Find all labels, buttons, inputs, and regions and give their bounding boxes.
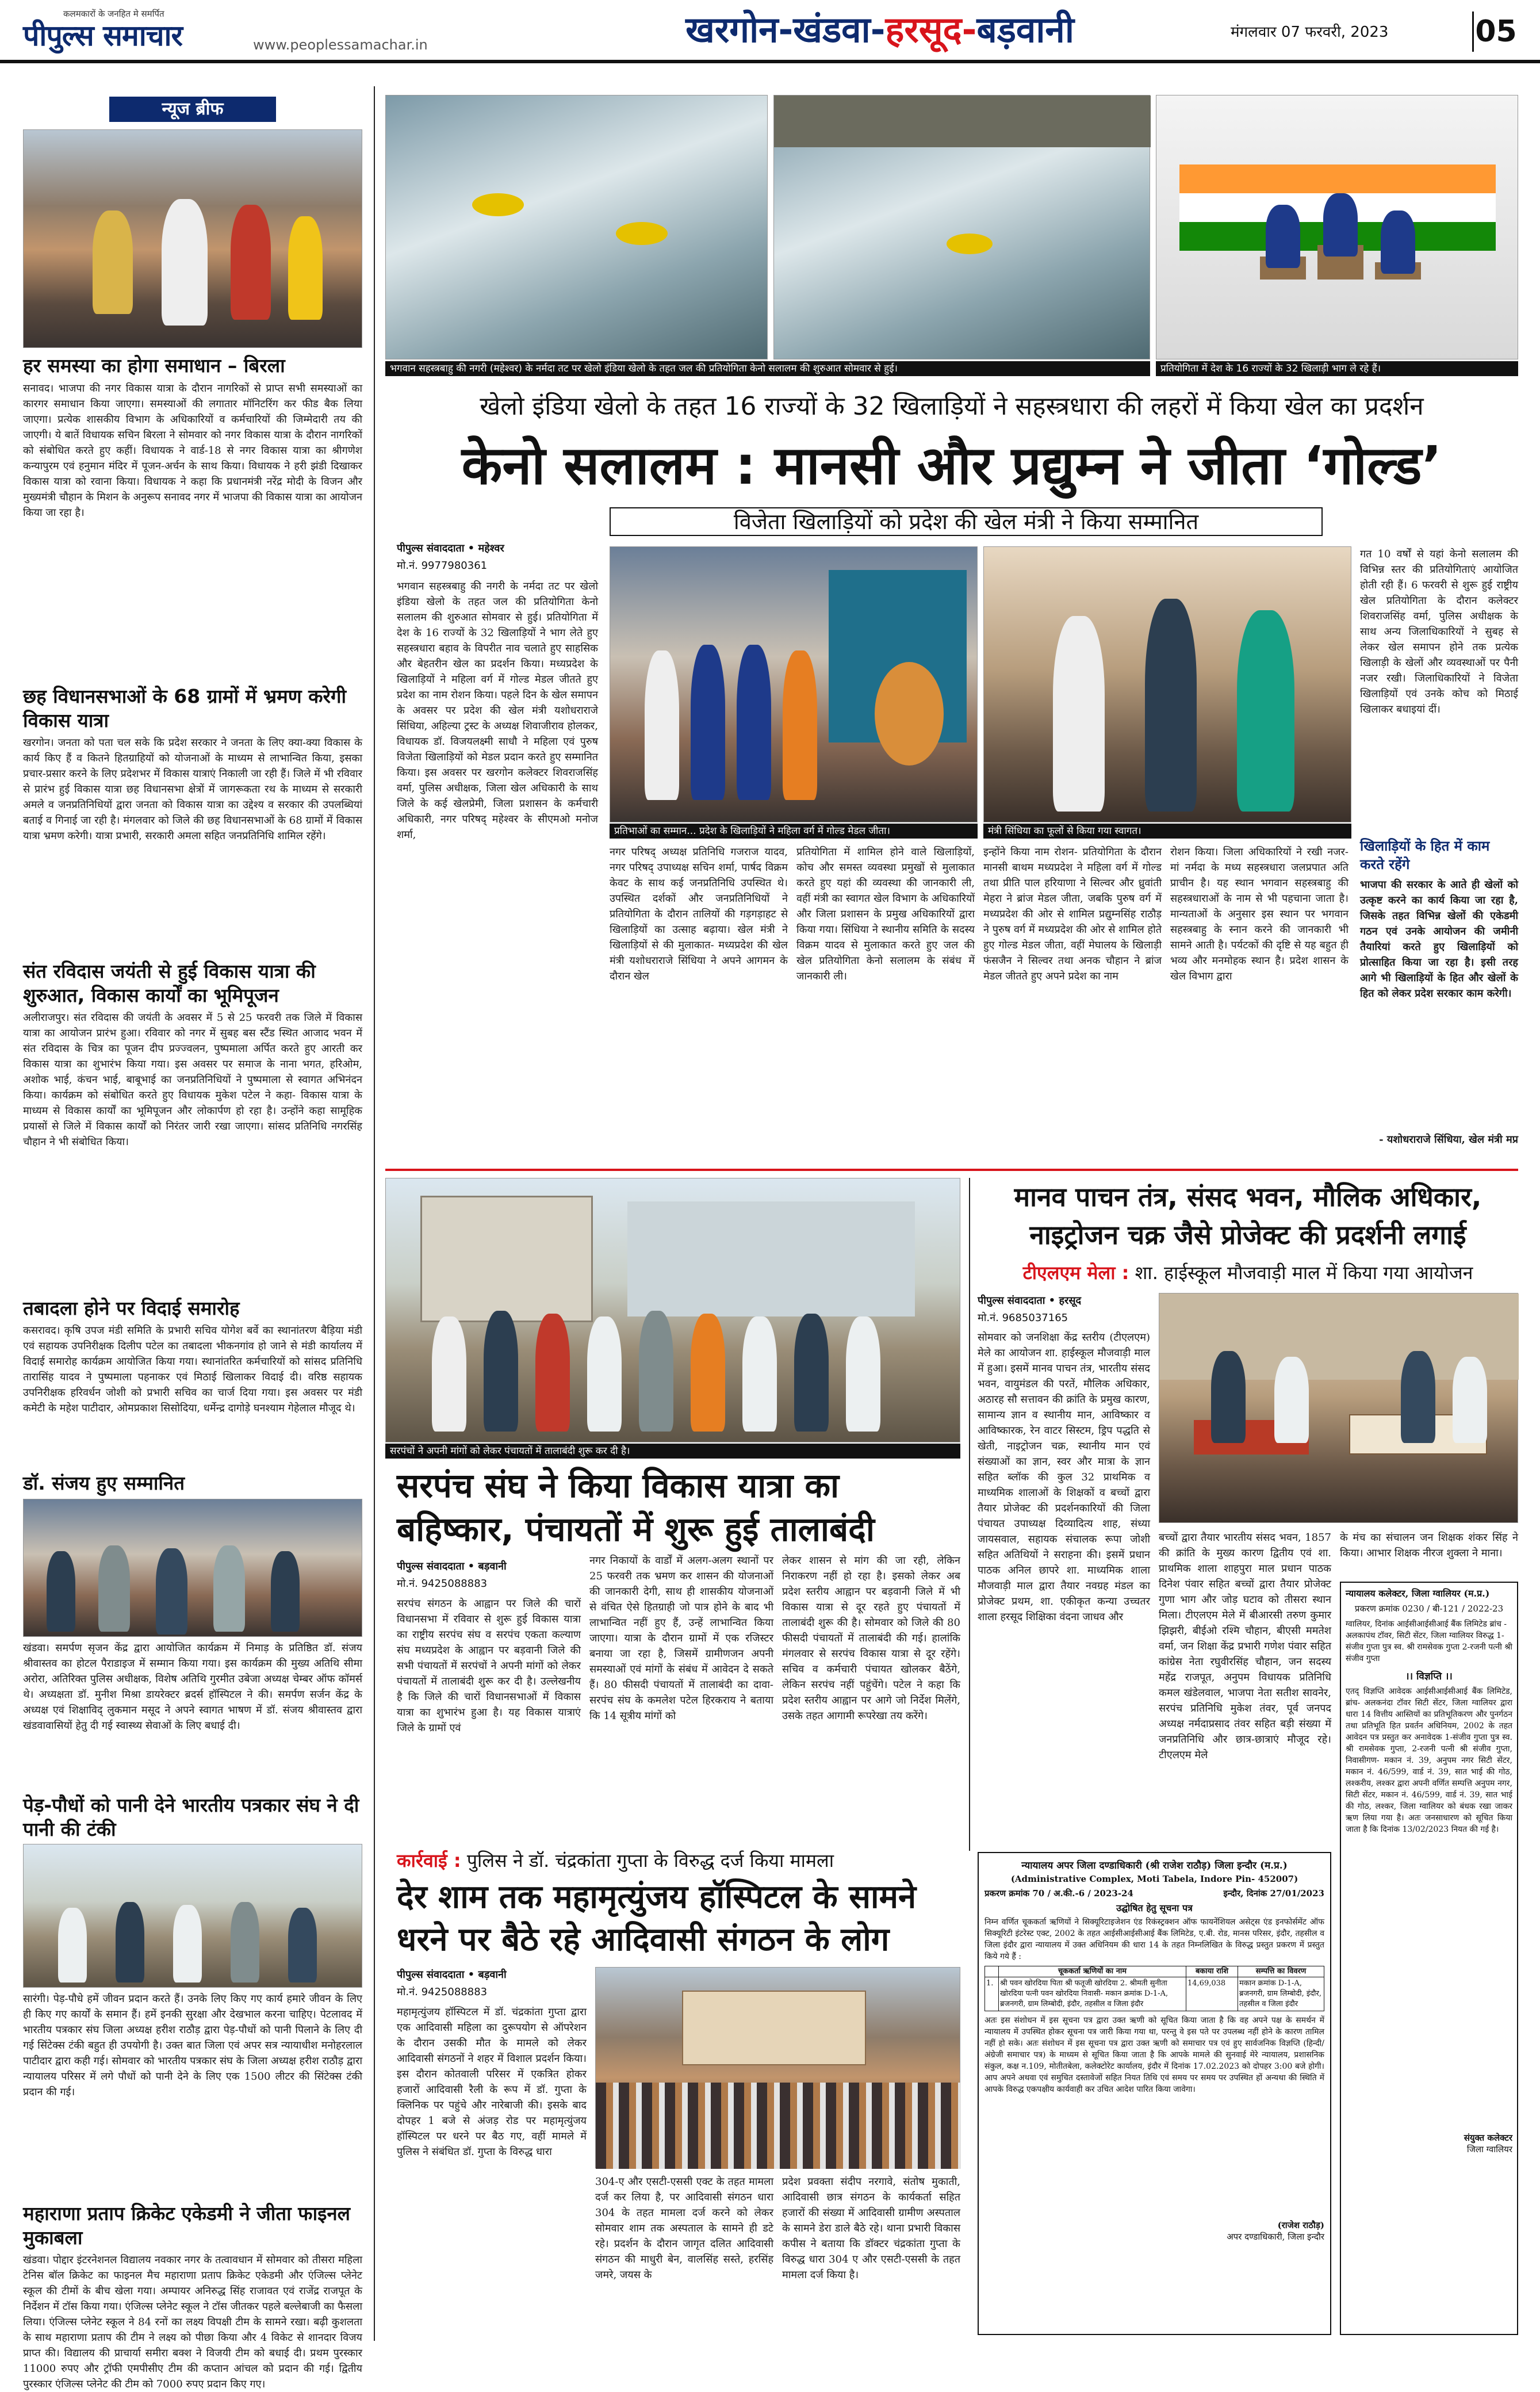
notice-1-table [984, 1966, 1324, 2011]
page-number: 05 [1472, 12, 1518, 52]
exhibition-kicker-bar [978, 1260, 1518, 1286]
notice-1-body: अतः इस संशोधन में इस सूचना पत्र द्वारा उक्त ऋणी को सूचित किया जाता है कि वह अपने पक्ष के समर्थन में न्यायालय में उपस्थित होकर सूचना पत्र जारी किया गया था, परन्तु वे इस पते पर उपलब्ध नहीं होने के कारण तामिल नहीं हो सके। अतः संशोधन में इस सूचना पत्र द्वारा उक्त ऋणी को समाचार पत्र एवं हुए सार्वजनिक विज्ञप्ति (हिन्दी/ अंग्रेजी समाचार पत्र) के माध्यम से सूचित किया जाता है कि आपके मामले की सुनवाई मेरे न्यायालय, प्रशासनिक संकुल, कक्ष न.109, मोतीतबेला, कलेक्टोरेट कार्यालय, इंदौर में दिनांक 17.02.2023 को दोपहर 3:00 बजे होगी। आप अपने अथवा एवं समुचित दस्तावेजों सहित नियत तिथि एवं समय पर समय पर उपस्थित हों अन्यथा की स्थिति में आपके विरुद्ध एकपक्षीय कार्यवाही कर उचित आदेश पारित किया जावेगा। [984, 2016, 1324, 2094]
brief-6-title: पेड़-पौधों को पानी देने भारतीय पत्रकार संघ ने दी पानी की टंकी [23, 1794, 359, 1840]
brief-5-title: डॉ. संजय हुए सम्मानित [23, 1472, 185, 1494]
exhibition-col-1: सोमवार को जनशिक्षा केंद्र स्तरीय (टीएलएम) मेले का आयोजन शा. हाईस्कूल मौजवाड़ी माल में हुआ। इसमें मानव पाचन तंत्र, भारतीय संसद भवन, वायुमंडल की परतें, मौलिक अधिकार, अठारह सौ सत्तावन की क्रांति के प्रमुख कारण, सामान्य ज्ञान व स्थानीय मान, आविष्कार व आविष्कारक, रेन वाटर सिस्टम, ड्रिप पद्धति से खेती, नाइट्रोजन चक्र, स्थानीय मान एवं संख्याओं का ज्ञान, स्वर और मात्रा के ज्ञान सहित ब्लॉक की कुल 32 प्राथमिक व माध्यमिक शालाओं के शिक्षकों व बच्चों द्वारा तैयार प्रोजेक्ट की प्रदर्शनकारियों की जिला पंचायत उपाध्यक्ष दिव्यादित्य शाह, संध्या जायसवाल, सहायक संचालक रूपा जोशी सहित अतिथियों ने सराहना की। इसमें प्रधान पाठक अनिल छापरे शा. माध्यमिक शाला मौजवाड़ी माल द्वारा तैयार नवग्रह मंडल का प्रोजेक्ट प्रथम, शा. एकीकृत कन्या उच्चतर शाला हरसूद शिक्षिका वंदना जाधव और [978, 1331, 1150, 1623]
brief-4-body: कसरावद। कृषि उपज मंडी समिति के प्रभारी सचिव योगेश बर्वे का स्थानांतरण बैड़िया मंडी एवं सहायक उपनिरीक्षक दिलीप पटेल का तबादला भीकनगांव हो जाने से मंडी कार्यालय में विदाई समारोह कार्यक्रम आयोजित किया गया। स्थानांतरित कर्मचारियों को सांसद प्रतिनिधि तारासिंह यादव ने पुष्पमाला पहनाकर एवं मिठाई खिलाकर विदाई दी। वरिष्ठ सहायक उपनिरीक्षक हरिवर्धन जोशी को प्रभारी सचिव का चार्ज दिया गया। इस अवसर पर मंडी कमेटी के महेश पाटीदार, ओमप्रकाश सिसोदिया, धर्मेन्द्र दागोड़े घनश्याम गेहेलाल मौजूद थे। [23, 1325, 362, 1414]
lead-col-1: भगवान सहस्त्रबाहु की नगरी के नर्मदा तट पर खेलो इंडिया खेलो के तहत जल की प्रतियोगिता केनो सलालम की शुरुआत सोमवार से हुई। प्रतियोगिता में देश के 16 राज्यों के 32 खिलाड़ियों ने भाग लेते हुए सहस्त्रधारा बहाव के विपरीत नाव चलाते हुए साहसिक और बेहतरीन खेल का प्रदर्शन किया। मध्यप्रदेश के खिलाड़ियों ने महिला वर्ग में गोल्ड मेडल जीतते हुए प्रदेश का नाम रोशन किया। पहले दिन के खेल समापन के अवसर पर प्रदेश की खेल मंत्री यशोधराराजे सिंधिया, अहिल्या ट्रस्ट के अध्यक्ष शिवाजीराव होलकर, विधायक डॉ. विजयलक्ष्मी साधौ ने महिला एवं पुरुष विजेता खिलाड़ियों को मेडल प्रदान करते हुए सम्मानित किया। इस अवसर पर खरगोन कलेक्टर शिवराजसिंह वर्मा, पुलिस अधीक्षक, जिला खेल अधिकारी के साथ जिले के कई खेलप्रेमी, जिला प्रशासन के कर्मचारी अधिकारी, नगर परिषद् महेश्वर के सीएमओ मनोज शर्मा, [397, 580, 598, 841]
lead-photo-3 [1156, 95, 1518, 359]
notice-1-th-3: सम्पत्ति का विवरण [1238, 1966, 1324, 1977]
section-title-part3: बड़वानी [976, 9, 1074, 51]
sarpanch-byline: पीपुल्स संवाददाता • बड़वानी [397, 1560, 507, 1572]
sarpanch-headline: सरपंच संघ ने किया विकास यात्रा का बहिष्कार, पंचायतों में शुरू हुई तालाबंदी [397, 1466, 875, 1549]
notice-1-td-1: श्री पवन खोरदिया पिता श्री फतूजी खोरदिया 2. श्रीमती सुनीता खोरदिया पत्नी पवन खोरदिया निवासी- मकान क्रमांक D-1-A, ब्रजनगरी, ग्राम लिम्बोदी, इंदौर, तहसील व जिला इंदौर [999, 1977, 1186, 2011]
lead-col-6: गत 10 वर्षों से यहां केनो सलालम की विभिन्न स्तर की प्रतियोगिताएं आयोजित होती रही हैं। 6 फरवरी से शुरू हुई राष्ट्रीय खेल प्रतियोगिता के दौरान कलेक्टर शिवराजसिंह वर्मा, पुलिस अधीक्षक के साथ अन्य जिलाधिकारियों ने सुबह से लेकर खेल समापन होने तक प्रत्येक खिलाड़ी के खेलों और व्यवस्थाओं पर पैनी नजर रखी। जिलाधिकारियों ने विजेता खिलाड़ियों एवं उनके कोच को मिठाई खिलाकर बधाइयां दीं। [1360, 548, 1518, 715]
lead-col-5: रोशन किया। जिला अधिकारियों ने रखी नजर- मां नर्मदा के मध्य सहस्त्रधारा जलप्रपात अति प्राचीन है। यह स्थान भगवान सहस्त्रबाहु की सहस्त्रधाराओं के नाम से भी पहचाना जाता है। मान्यताओं के अनुसार इस स्थान पर भगवान सहस्त्रबाहु के स्नान करने की जानकारी भी सामने आती है। पर्यटकों की दृष्टि से यह बहुत ही भव्य और मनमोहक स्थान है। प्रदेश शासन के खेल विभाग द्वारा [1170, 846, 1349, 982]
lead-subhead: विजेता खिलाड़ियों को प्रदेश की खेल मंत्री ने किया सम्मानित [733, 509, 1199, 534]
sarpanch-photo-caption: सरपंचों ने अपनी मांगों को लेकर पंचायतों में तालाबंदी शुरू कर दी है। [385, 1444, 960, 1459]
hospital-headline: देर शाम तक महामृत्युंजय हॉस्पिटल के सामने धरने पर बैठे रहे आदिवासी संगठन के लोग [397, 1878, 917, 1958]
notice-1-date: इन्दौर, दिनांक 27/01/2023 [1223, 1888, 1324, 1899]
lead-quote-heading: खिलाड़ियों के हित में काम करते रहेंगे [1360, 838, 1490, 872]
notice-1-td-0: 1. [985, 1977, 999, 2011]
lead-photo-5 [983, 546, 1351, 822]
exhibition-headline: मानव पाचन तंत्र, संसद भवन, मौलिक अधिकार, नाइट्रोजन चक्र जैसे प्रोजेक्ट की प्रदर्शनी लगाई [1014, 1181, 1482, 1250]
hospital-col-1: महामृत्युंजय हॉस्पिटल में डॉ. चंद्रकांता गुप्ता द्वारा एक आदिवासी महिला का दुरूपयोग से ऑपरेशन के दौरान उसकी मौत के मामले को लेकर आदिवासी संगठनों ने शहर में विशाल प्रदर्शन किया। इस दौरान कोतवाली परिसर में एकत्रित होकर हजारों आदिवासी रैली के रूप में डॉ. गुप्ता के क्लिनिक पर पहुंचे और नारेबाजी की। इसके बाद दोपहर 1 बजे से अंजड़ रोड पर महामृत्युंजय हॉस्पिटल पर धरने पर बैठ गए, वहीं मामले में पुलिस ने संबंधित डॉ. गुप्ता के विरुद्ध धारा [397, 2006, 587, 2158]
lead-col-4: इन्होंने किया नाम रोशन- प्रतियोगिता के दौरान मानसी बाथम मध्यप्रदेश ने महिला वर्ग में गोल्ड तथा प्रीति पाल हरियाणा ने सिल्वर और ध्रुवांती मेहरा ने ब्रांज मेडल जीता, जबकि पुरुष वर्ग में मध्यप्रदेश की ओर से शामिल प्रद्युम्नसिंह राठौड़ ने पुरुष वर्ग में मध्यप्रदेश की ओर से शामिल होते हुए गोल्ड मेडल जीता, वहीं मेघालय के खिलाड़ी फंसजैन ने सिल्वर तथा अनक चौहान ने ब्रांज मेडल जीतते हुए अपने प्रदेश का नाम [983, 846, 1162, 982]
brief-4-title: तबादला होने पर विदाई समारोह [23, 1297, 240, 1319]
sarpanch-col-3: लेकर शासन से मांग की जा रही, लेकिन निराकरण नहीं हो रहा है। इसको लेकर अब प्रदेश स्तरीय आह्वान पर बड़वानी जिले में भी विकास यात्रा से दूर रहते हुए पंचायतों में तालाबंदी शुरू की है। सोमवार को जिले की 80 फीसदी पंचायतों में तालाबंदी की गई। हालांकि मंगलवार से सरपंच विकास यात्रा से दूर रहेंगे। सचिव व कर्मचारी पंचायत खोलकर बैठेंगे, लेकिन सरपंच नहीं पहुंचेंगे। पटेल ने कहा कि प्रदेश स्तरीय आह्वान पर आगे जो निर्देश मिलेंगे, उसके तहत आगामी रूपरेखा तय करेंगे। [782, 1555, 960, 1722]
notice-1-sign: (राजेश राठौड़) [1277, 2220, 1324, 2230]
exhibition-byline: पीपुल्स संवाददाता • हरसूद [978, 1295, 1082, 1307]
lead-headline: केनो सलालम : मानसी और प्रद्युम्न ने जीता ‘गोल्ड’ [461, 435, 1442, 496]
notice-1-intro: निम्न वर्णित चूककर्ता ऋणियों ने सिक्यूरिटाइजेशन एंड रिकंस्ट्रक्शन ऑफ फायनेंशियल असेट्स एंड इनफोर्समेंट ऑफ सिक्यूरिटी इंटरेस्ट एक्ट, 2002 के तहत आईसीआईसीआई बैंक लिमिटेड, ए.बी. रोड, मानस परिसर, इंदौर, तहसील व जिला इंदौर द्वारा न्यायालय में उक्त अधिनियम की धारा 14 के तहत निम्नलिखित के विरुद्ध प्रस्तुत प्रकरण में प्रस्तुत किये गये हैं : [984, 1918, 1324, 1961]
brief-2-title: छह विधानसभाओं के 68 ग्रामों में भ्रमण करेगी विकास यात्रा [23, 685, 347, 732]
notice-2-parties: ग्वालियर, दिनांक आईसीआईसीआई बैंक लिमिटेड ब्रांच - अलकापंथ टॉवर, सिटी सेंटर, जिला ग्वालियर विरुद्ध 1-संजीव गुप्ता पुत्र स्व. श्री रामसेवक गुप्ता 2-रजनी पत्नी श्री संजीव गुप्ता [1346, 1620, 1512, 1663]
section-title-part1: खरगोन-खंडवा- [685, 9, 886, 51]
logo-tagline: कलमकारों के जनहित मे समर्पित [63, 9, 164, 19]
notice-1-sign-title: अपर दण्डाधिकारी, जिला इन्दौर [1227, 2232, 1324, 2242]
notice-1-th-1: चूककर्ता ऋणियों का नाम [999, 1966, 1186, 1977]
hospital-photo [595, 1967, 960, 2168]
notice-1-th-2: बकाया राशि [1186, 1966, 1238, 1977]
brief-3-body: अलीराजपुर। संत रविदास की जयंती के अवसर में 5 से 25 फरवरी तक जिले में विकास यात्रा का आयोजन प्रारंभ हुआ। रविवार को नगर में सुबह बस स्टैंड स्थित आजाद भवन में संत रविदास के चित्र का पूजन दीप प्रज्ज्वलन, पुष्पमाला अर्पित करते हुए आरती कर विकास यात्रा का शुभारंभ किया गया। इस अवसर पर समाज के नाना भगत, हरिओम, अशोक भाई, कंचन भाई, बाबूभाई का जनप्रतिनिधियों ने पुष्पमाला से स्वागत अभिनंदन किया। कार्यक्रम को संबोधित करते हुए विधायक मुकेश पटेल ने कहा- विकास यात्रा के माध्यम से विकास कार्यों का भूमिपूजन और लोकार्पण हो रहा है। उन्होंने कहा सामूहिक प्रयासों से जिले में विकास कार्यों को निरंतर जारी रखा जाएगा। सांसद प्रतिनिधि नगरसिंह चौहान ने भी संबोधित किया। [23, 1012, 362, 1148]
brief-7-title: महाराणा प्रताप क्रिकेट एकेडमी ने जीता फाइनल मुकाबला [23, 2202, 351, 2249]
lead-col-2: नगर परिषद् अध्यक्ष प्रतिनिधि गजराज यादव, नगर परिषद् उपाध्यक्ष सचिन शर्मा, पार्षद विक्रम केवट के साथ कई जनप्रतिनिधि उपस्थित थे। उपस्थित दर्शकों और जनप्रतिनिधियों ने प्रतियोगिता के दौरान तालियों की गड़गड़ाहट से खिलाड़ियों का उत्साह बढ़ाया। खेल मंत्री ने खिलाड़ियों से की मुलाकात- मध्यप्रदेश की खेल मंत्री यशोधराराजे सिंधिया ने अपने आगमन के दौरान खेल [610, 846, 788, 982]
brief-photo-2 [23, 1499, 362, 1637]
notice-2-body: एतद् विज्ञप्ति आवेदक आईसीआईसीआई बैंक लिमिटेड, ब्रांच- अलकनंदा टॉवर सिटी सेंटर, जिला ग्वालियर द्वारा धारा 14 वित्तीय आस्तियों का प्रतिभूतिकरण और पुनर्गठन तथा प्रतिभूति हित प्रवर्तन अधिनियम, 2002 के तहत आवेदन पत्र प्रस्तुत कर अनावेदक 1-संजीव गुप्ता पुत्र स्व. श्री रामसेवक गुप्ता, 2-रजनी पत्नी श्री संजीव गुप्ता, निवासीगण- मकान नं. 39, अनुपम नगर सिटी सेंटर, मकान नं. 46/599, वार्ड नं. 39, सात भाई की गोठ, लश्करीय, लश्कर द्वारा अपनी वर्णित सम्पत्ति अनुपम नगर, सिटी सेंटर, मकान नं. 46/599, वार्ड नं. 39, सात भाई की गोठ, लश्कर, जिला ग्वालियर को बंधक रखा जाकर ऋण लिया गया है। अतः जनसाधारण को सूचित किया जाता है कि दिनांक 13/02/2023 नियत की गई है। [1346, 1687, 1512, 1834]
notice-2-title: न्यायालय कलेक्टर, जिला ग्वालियर (म.प्र.) [1346, 1588, 1490, 1599]
hospital-col-3: प्रदेश प्रवक्ता संदीप नरगावे, संतोष मुकाती, आदिवासी छात्र संगठन के कार्यकर्ता सहित हजारों की संख्या में आदिवासी ग्रामीण अस्पताल के सामने डेरा डाले बैठे रहे। थाना प्रभारी विकास कपीस ने बताया कि डॉक्टर चंद्रकांता गुप्ता के विरुद्ध धारा 304 ए और एसटी-एससी के तहत मामला दर्ज किया है। [782, 2176, 960, 2281]
brief-5-body: खंडवा। समर्पण सृजन केंद्र द्वारा आयोजित कार्यक्रम में निमाड़ के प्रतिष्ठित डॉ. संजय श्रीवास्तव का होटल पैराडाइज में सम्मान किया गया। इस कार्यक्रम की मुख्य अतिथि सीमा अरोरा, अतिरिक्त पुलिस अधीक्षक, विशेष अतिथि गुरमीत उबेजा अध्यक्ष चेम्बर ऑफ कॉमर्स थे। अध्यक्षता डॉ. मुनीश मिश्रा डायरेक्टर ब्रदर्स हॉस्पिटल ने की। समर्पण सर्जन केंद्र के अध्यक्ष एवं शिक्षाविद् लुकमान मसूद ने अपने स्वागत भाषण में डॉ. संजय श्रीवास्तव द्वारा खंडवावासियों हेतु दी गई स्वास्थ्य सेवाओं के लिए बधाई दी। [23, 1642, 362, 1732]
logo-text: पीपुल्स समाचार [23, 19, 182, 52]
news-brief-label: न्यूज ब्रीफ [109, 97, 276, 122]
brief-3-title: संत रविदास जयंती से हुई विकास यात्रा की शुरुआत, विकास कार्यों का भूमिपूजन [23, 960, 316, 1006]
hospital-kicker-red: कार्रवाई : [397, 1850, 461, 1871]
notice-2-sign-title: जिला ग्वालियर [1466, 2144, 1512, 2154]
hospital-col-2: 304-ए और एसटी-एससी एक्ट के तहत मामला दर्ज कर लिया है, पर आदिवासी संगठन धारा 304 के तहत मामला दर्ज करने को लेकर सोमवार शाम तक अस्पताल के सामने ही डटे रहे। प्रदर्शन के दौरान जागृत दलित आदिवासी संगठन की माधुरी बेन, वालसिंह सस्ते, हरसिंह जमरे, जयस के [595, 2176, 773, 2281]
brief-1-title: हर समस्या का होगा समाधान – बिरला [23, 354, 285, 377]
brief-photo-3 [23, 1844, 362, 1988]
lead-quote-by: - यशोधराराजे सिंधिया, खेल मंत्री मप्र [1379, 1134, 1518, 1146]
hospital-kicker-bar [397, 1847, 960, 1874]
sarpanch-col-2: नगर निकायों के वार्डों में अलग-अलग स्थानों पर 25 फरवरी तक भ्रमण कर शासन की योजनाओं की जानकारी देगी, साथ ही शासकीय योजनाओं से वंचित ऐसे हितग्राही जो पात्र होने के बाद भी लाभान्वित नहीं हुए हैं, उन्हें लाभान्वित किया जाएगा। यात्रा के दौरान ग्रामों में एक रजिस्टर बनाया जा रहा है, जिसमें ग्रामीणजन अपनी समस्याओं एवं मांगों के संबंध में आवेदन दे सकते हैं। 80 फीसदी पंचायतों में तालाबंदी का दावा- सरपंच संघ के कमलेश पटेल हिरकराय ने बताया कि 14 सूत्रीय मांगों को [589, 1555, 773, 1722]
lead-photo-caption-3: प्रतिभाओं का सम्मान... प्रदेश के खिलाड़ियों ने महिला वर्ग में गोल्ड मेडल जीता। [610, 824, 978, 839]
exhibition-kicker: शा. हाईस्कूल मौजवाड़ी माल में किया गया आयोजन [1135, 1262, 1473, 1284]
exhibition-photo [1159, 1293, 1518, 1523]
sarpanch-photo [385, 1178, 960, 1442]
brief-6-body: सारंगी। पेड़-पौधे हमें जीवन प्रदान करते हैं। उनके लिए किए गए कार्य हमारे जीवन के लिए ही किए गए कार्यों के समान हैं। हमें इनकी सुरक्षा और देखभाल करना चाहिए। पेटलावद में भारतीय पत्रकार संघ जिला अध्यक्ष हरीश राठौड़ द्वारा पेड़-पौधों को पानी पिलाने के लिए दी गई सिंटेक्स टंकी बहुत ही उपयोगी है। उक्त बात जिला एवं अपर सत्र न्यायाधीश मनोहरलाल पाटीदार द्वारा कही गई। सोमवार को भारतीय पत्रकार संघ के जिला अध्यक्ष हरीश राठौड़ द्वारा न्यायालय परिसर में लगे पौधों को पानी देने के लिए एक 1500 लीटर की सिंटेक्स टंकी प्रदान की गई। [23, 1993, 362, 2098]
notice-1-th-0 [985, 1966, 999, 1977]
brief-7-body: खंडवा। पोद्दार इंटरनेशनल विद्यालय नवकार नगर के तत्वावधान में सोमवार को तीसरा महिला टेनिस बॉल क्रिकेट का फाइनल मैच महाराणा प्रताप क्रिकेट एकेडमी और एंजिल्स प्लेनेट स्कूल की टीमों के बीच खेला गया। अम्पायर अनिरुद्ध सिंह राजावत एवं राजेंद्र राजपूत के निर्देशन में टॉस किया गया। एंजिल्स प्लेनेट स्कूल ने टॉस जीतकर पहले बल्लेबाजी का फैसला लिया। एंजिल्स प्लेनेट स्कूल ने 84 रनों का लक्ष्य विपक्षी टीम के सामने रखा। बढ़ी कुशलता के साथ महाराणा प्रताप की टीम ने लक्ष्य को पीछा किया और 4 विकेट से शानदार विजय प्राप्त की। विद्यालय की प्राचार्या समीरा बक्श ने विजयी टीम को बधाई दी। प्रथम पुरस्कार 11000 रुपए और ट्रॉफी एमपीसीए टीम की कप्तान आंचल को प्रदान की गई। द्वितीय पुरस्कार एंजिल्स प्लेनेट की टीम को 7000 रुपए प्रदान किए गए। [23, 2254, 362, 2390]
issue-date: मंगलवार 07 फरवरी, 2023 [1231, 24, 1389, 41]
lead-photo-caption-1: भगवान सहस्त्रबाहु की नगरी (महेश्वर) के नर्मदा तट पर खेलो इंडिया खेलो के तहत जल की प्रतियोगिता केनो सलालम की शुरुआत सोमवार से हुई। [385, 361, 1150, 376]
section-divider-red [385, 1169, 1518, 1171]
website-link[interactable]: www.peoplessamachar.in [253, 37, 428, 53]
masthead [0, 0, 1540, 63]
hospital-byline: पीपुल्स संवाददाता • बड़वानी [397, 1969, 507, 1981]
brief-2-body: खरगोन। जनता को पता चल सके कि प्रदेश सरकार ने जनता के लिए क्या-क्या विकास के कार्य किए हैं व कितने हितग्राहियों को योजनाओं के माध्यम से लाभान्वित किया, इसका प्रचार-प्रसार करने के लिए प्रदेशभर में विकास यात्राएं निकाली जा रही हैं। जिले में भी रविवार से प्रारंभ हुई विकास यात्रा छह विधानसभा क्षेत्रों में जागरूकता रथ के माध्यम से सरकारी अमले व जनप्रतिनिधियों द्वारा जनता को विकास यात्रा का उद्देश्य व सरकार की उपलब्धियां बताई व गिनाई जा रही है। मंगलवार को जिले की छह विधानसभाओं के 68 ग्रामों में विकास यात्रा भ्रमण करेगी। यात्रा प्रभारी, सरकारी अमला सहित जनप्रतिनिधि शामिल रहेंगे। [23, 737, 362, 842]
notice-1-title: न्यायालय अपर जिला दण्डाधिकारी (श्री राजेश राठौड़) जिला इन्दौर (म.प्र.) [1021, 1860, 1288, 1871]
hospital-mobile: मो.नं. 9425088883 [397, 1986, 488, 1998]
exhibition-kicker-red: टीएलएम मेला : [1022, 1262, 1129, 1284]
sarpanch-col-1: सरपंच संगठन के आह्वान पर जिले की चारों विधानसभा में रविवार से शुरू हुई विकास यात्रा का राष्ट्रीय सरपंच संघ व सरपंच एकता कल्याण संघ मध्यप्रदेश के आह्वान पर बड़वानी जिले की सभी पंचायतों में सरपंचों ने अपनी मांगों को लेकर पंचायतों में तालाबंदी शुरू कर दी है। उल्लेखनीय है कि जिले की चारों विधानसभाओं में विकास यात्रा का शुभारंभ हुआ है। यह विकास यात्राएं जिले के ग्रामों एवं [397, 1598, 581, 1734]
lead-subhead-bar [610, 507, 1323, 536]
lead-mobile: मो.नं. 9977980361 [397, 560, 488, 572]
notice-1-subtitle: (Administrative Complex, Moti Tabela, Indore Pin- 452007) [1010, 1874, 1298, 1884]
notice-1-heading: उद्घोषित हेतु सूचना पत्र [1116, 1903, 1193, 1913]
lead-kicker: खेलो इंडिया खेलो के तहत 16 राज्यों के 32 खिलाड़ियों ने सहस्त्रधारा की लहरों में किया खेल का प्रदर्शन [480, 392, 1424, 421]
brief-1-body: सनावद। भाजपा की नगर विकास यात्रा के दौरान नागरिकों से प्राप्त सभी समस्याओं का कारगर समाधान किया जाएगा। समस्याओं की लगातार मॉनिटरिंग कर फीड बैक लिया जाएगा। प्रत्येक शासकीय विभाग के अधिकारियों व कर्मचारियों की जिम्मेदारी तय की जाएगी। ये बातें विधायक सचिन बिरला ने सोमवार को नगर विकास यात्रा के दौरान नागरिकों को संबोधित करते हुए कहीं। विधायक ने वार्ड-18 से नगर विकास यात्रा का श्रीगणेश कन्यापुरम एवं हनुमान मंदिर में पूजन-अर्चन के साथ किया। विधायक ने हरी झंडी दिखाकर विकास यात्रा को रवाना किया। विधायक ने कहा कि प्रधानमंत्री नरेंद्र मोदी के विजन और मुख्यमंत्री चौहान के मिशन के अनुरूप सनावद नगर में भाजपा की विकास यात्रा का आयोजन किया जा रहा है। [23, 382, 362, 519]
exhibition-col-2: बच्चों द्वारा तैयार भारतीय संसद भवन, 1857 की क्रांति के मुख्य कारण द्वितीय एवं शा. प्राथमिक शाला शाहपुरा माल प्रधान पाठक दिनेश पंवार सहित बच्चों द्वारा तैयार प्रोजेक्ट गुणा भाग और जोड़ घटाव को तीसरा स्थान मिला। टीएलएम मेले में बीआरसी तरुण कुमार झिझरी, बीईओ रश्मि चौहान, बीएसी ममतेश वर्मा, जन शिक्षा केंद्र प्रभारी गणेश पंवार सहित कांग्रेस नेता रघुवीरसिंह चौहान, जन सदस्य महेंद्र राजपूत, अनुपम विधायक प्रतिनिधि कमल खंडेलवाल, भाजपा नेता सतीश सावनेर, सरपंच प्रतिनिधि मुकेश तंवर, पूर्व जनपद अध्यक्ष नर्मदाप्रसाद तंवर सहित बड़ी संख्या में जनप्रतिनिधि और छात्र-छात्राएं मौजूद रहे। टीएलएम मेले [1159, 1532, 1331, 1761]
exhibition-mobile: मो.नं. 9685037165 [978, 1312, 1068, 1324]
notice-2-sign: संयुक्त कलेक्टर [1464, 2133, 1512, 2143]
section-title-part2: हरसूद- [885, 9, 977, 51]
brief-photo-1 [23, 129, 362, 348]
lead-photo-caption-2: प्रतियोगिता में देश के 16 राज्यों के 32 खिलाड़ी भाग ले रहे हैं। [1156, 361, 1518, 376]
notice-1-td-3: मकान क्रमांक D-1-A, ब्रजनगरी, ग्राम लिम्बोदी, इंदौर, तहसील व जिला इंदौर [1238, 1977, 1324, 2011]
lead-quote: भाजपा की सरकार के आते ही खेलों को उत्कृष्ट करने का कार्य किया जा रहा है, जिसके तहत विभिन्न खेलों की एकेडमी गठन एवं उनके आयोजन की जमीनी तैयारियां करते हुए खिलाड़ियों को प्रोत्साहित किया जा रहा है। इसी तरह आगे भी खिलाड़ियों के हित और खेलों के हित को लेकर प्रदेश सरकार काम करेगी। [1360, 879, 1518, 1000]
section-title [598, 7, 1162, 53]
lead-photo-caption-4: मंत्री सिंधिया का फूलों से किया गया स्वागत। [983, 824, 1351, 839]
hospital-kicker: पुलिस ने डॉ. चंद्रकांता गुप्ता के विरुद्ध दर्ज किया मामला [466, 1850, 834, 1871]
lead-photo-2 [773, 95, 1150, 359]
notice-1-case: प्रकरण क्रमांक 70 / अ.की.-6 / 2023-24 [984, 1888, 1133, 1899]
sarpanch-mobile: मो.नं. 9425088883 [397, 1578, 488, 1590]
logo [23, 8, 265, 56]
legal-notice-gwalior [1340, 1582, 1518, 2335]
exhibition-col-3: के मंच का संचालन जन शिक्षक शंकर सिंह ने किया। आभार शिक्षक नीरज शुक्ला ने माना। [1340, 1532, 1518, 1559]
sarpanch-divider [969, 1178, 970, 1851]
lead-photo-1 [385, 95, 768, 359]
column-divider [374, 86, 375, 2341]
notice-2-heading: ।। विज्ञप्ति ।। [1405, 1671, 1453, 1682]
legal-notice-indore [978, 1852, 1331, 2335]
lead-photo-4 [610, 546, 978, 822]
news-brief-column [23, 92, 362, 2390]
lead-byline: पीपुल्स संवाददाता • महेश्वर [397, 542, 504, 554]
notice-2-case: प्रकरण क्रमांक 0230 / बी-121 / 2022-23 [1354, 1603, 1504, 1614]
notice-1-td-2: 14,69,038 [1186, 1977, 1238, 2011]
lead-col-3: प्रतियोगिता में शामिल होने वाले खिलाड़ियों, कोच और समस्त व्यवस्था प्रमुखों से मुलाकात करते हुए यहां की व्यवस्था की जानकारी ली, वहीं मंत्री का स्वागत खेल विभाग के अधिकारियों और जिला प्रशासन के प्रमुख अधिकारियों द्वारा किया गया। सिंधिया ने स्थानीय समिति के सदस्य विक्रम यादव से मुलाकात करते हुए जल की खेल प्रतियोगिता केनो सलालम के संबंध में जानकारी ली। [796, 846, 975, 982]
